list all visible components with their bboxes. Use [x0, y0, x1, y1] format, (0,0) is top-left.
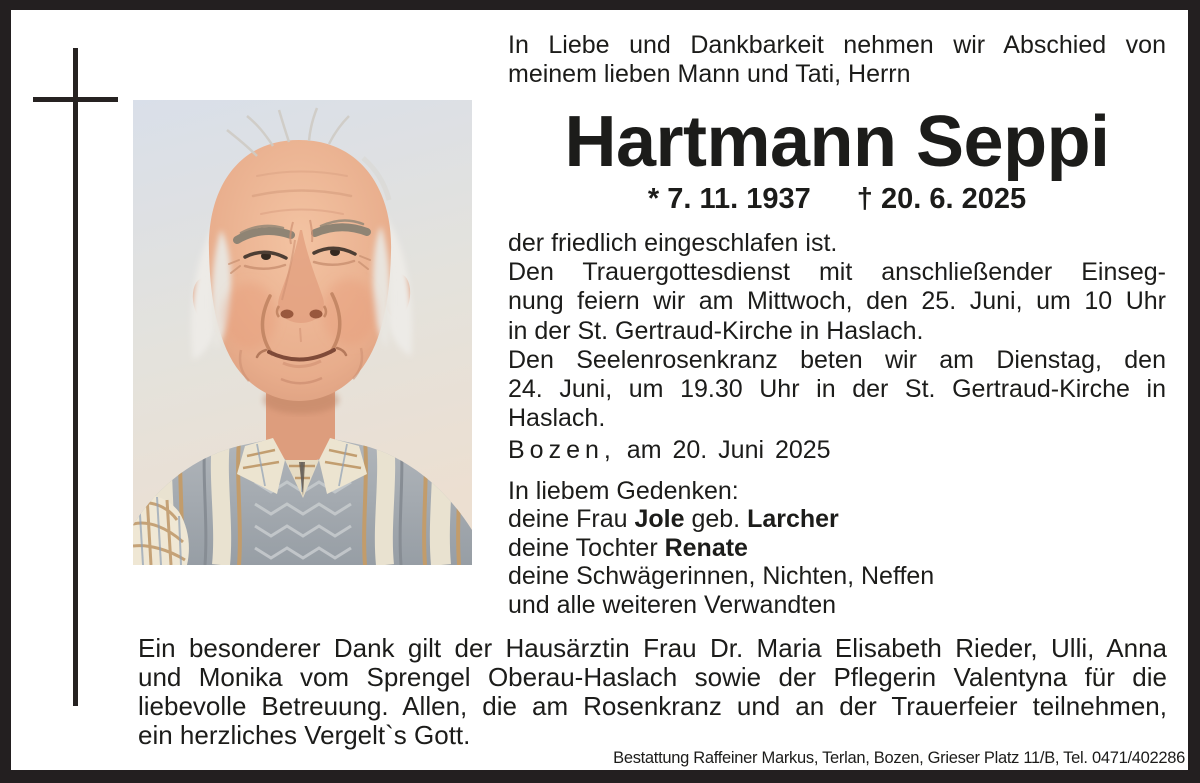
funeral-home-info: Bestattung Raffeiner Markus, Terlan, Bozen, Grieser Platz 11/B, Tel. 0471/402286 — [613, 749, 1185, 767]
cross-vertical-bar — [73, 48, 78, 706]
wife-prefix: deine Frau — [508, 505, 635, 534]
intro-line-2: meinem lieben Mann und Tati, Herrn — [508, 59, 911, 88]
dateline-date: am 20. Juni 2025 — [615, 436, 831, 464]
daughter-prefix: deine Tochter — [508, 533, 665, 562]
death-date: † 20. 6. 2025 — [856, 183, 1027, 215]
memoriam-heading: In liebem Gedenken: — [508, 477, 739, 505]
cross-horizontal-bar — [33, 97, 118, 102]
thanks-line: liebevolle Betreuung. Allen, die am Rosenkranz und an der Trauerfeier teilnehmen, — [138, 691, 1167, 721]
wife-maiden-name: Larcher — [747, 505, 839, 534]
announcement-line: 24. Juni, um 19.30 Uhr in der St. Gertraud-Kirche in — [508, 375, 1166, 404]
thanks-line: ein herzliches Vergelt`s Gott. — [138, 720, 471, 750]
deceased-name: Hartmann Seppi — [564, 102, 1110, 182]
announcement-line: nung feiern wir am Mittwoch, den 25. Juni, um 10 Uhr — [508, 287, 1166, 316]
intro-line-1: In Liebe und Dankbarkeit nehmen wir Abschied von — [508, 31, 1166, 59]
thanks-paragraph — [138, 634, 1167, 750]
thanks-line: Ein besonderer Dank gilt der Hausärztin Frau Dr. Maria Elisabeth Rieder, Ulli, Anna — [138, 633, 1167, 663]
life-dates — [508, 184, 1166, 214]
wife-name: Jole — [634, 505, 685, 534]
mourner-relatives-line-1: deine Schwägerinnen, Nichten, Neffen — [508, 562, 935, 591]
announcement-line: der friedlich eingeschlafen ist. — [508, 229, 838, 257]
mourner-relatives-line-2: und alle weiteren Verwandten — [508, 590, 837, 619]
intro-text — [508, 31, 1166, 88]
thanks-line: und Monika vom Sprengel Oberau-Haslach sowie der Pflegerin Valentyna für die — [138, 662, 1167, 692]
announcement-line: Haslach. — [508, 404, 606, 433]
mourner-daughter-line — [508, 534, 1166, 562]
dateline-place: Bozen, — [508, 436, 616, 464]
birth-date: * 7. 11. 1937 — [647, 183, 811, 215]
announcement-line: in der St. Gertraud-Kirche in Haslach. — [508, 316, 924, 345]
announcement-line: Den Trauergottesdienst mit anschließender Einseg- — [508, 258, 1166, 287]
memoriam-block — [508, 477, 1166, 619]
funeral-announcement — [508, 229, 1166, 433]
portrait-illustration — [133, 100, 472, 565]
wife-infix: geb. — [684, 505, 748, 534]
dateline — [508, 436, 1166, 465]
announcement-line: Den Seelenrosenkranz beten wir am Dienstag, den — [508, 345, 1166, 374]
mourner-wife-line — [508, 505, 1166, 533]
daughter-name: Renate — [664, 533, 748, 562]
portrait-photo — [133, 100, 472, 565]
